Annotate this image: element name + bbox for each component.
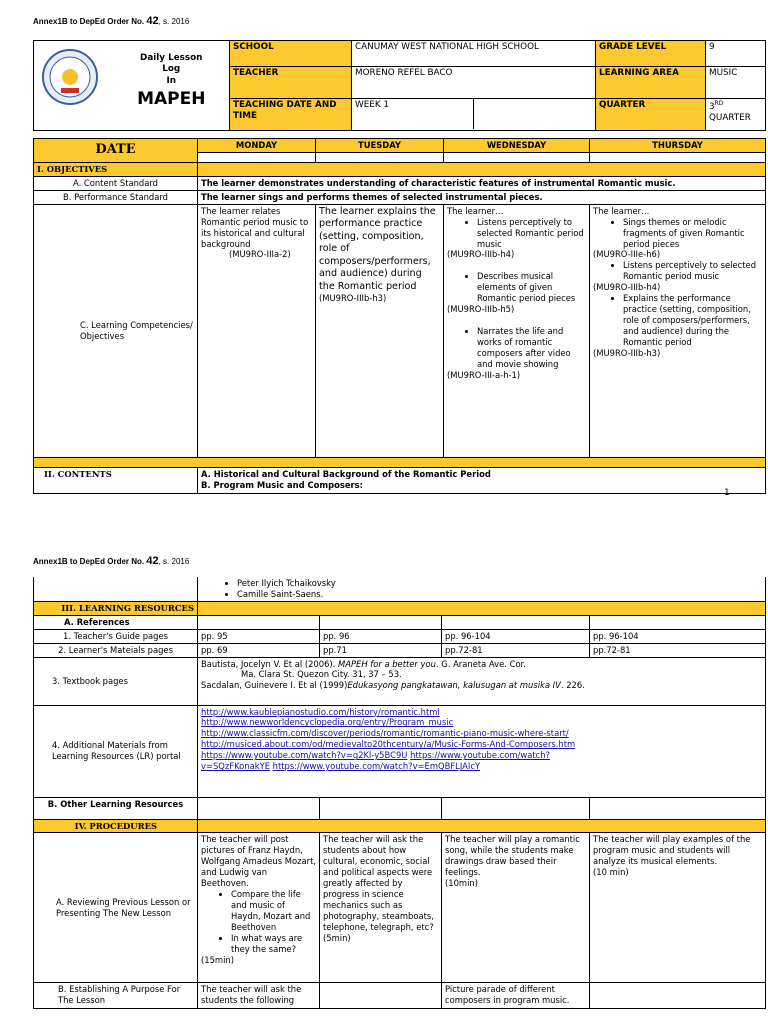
annex-label: Annex1B to DepEd Order No. 42, s. 2016 — [33, 15, 190, 27]
dll-title: Daily Lesson — [140, 53, 203, 63]
competencies-label: C. Learning Competencies/ Objectives — [34, 204, 198, 457]
learners-materials-label: 2. Learner's Mateials pages — [34, 643, 198, 657]
resource-link[interactable]: https://www.youtube.com/watch?v=EmQBFLJAIcY — [272, 761, 481, 772]
quarter-label: QUARTER — [596, 99, 706, 131]
header-table: Daily Lesson Log In MAPEH SCHOOL CANUMAY WEST NATIONAL HIGH SCHOOL GRADE LEVEL 9 TEACHER MORENO REFEL BACO LEARNING AREA MUSIC TEACHING DATE AND TIME WEEK 1 QUARTER 3RD QUARTER — [33, 40, 766, 131]
resources-table: • Peter Ilyich Tchaikovsky • Camille Saint-Saens. III. LEARNING RESOURCES A. References 1. Teacher's Guide pages pp. 95 pp. 96 pp. 96-104 pp. 96-104 2. Learner's Mateials pages pp. 69 pp.71 pp.72-81 pp.72-81 3. Textbook pages Bautista, Jocelyn V. Et al (2006). MAPEH for a better you. G. Araneta Ave. Cor. Ma. Clara St. Quezon City. 31, 37 – 53. Sacdalan, Guinevere I. Et al (1999)Edukasyong pangkatawan, kalusugan at musika IV. 226. 4. Additional Materials from Learning Resources (LR) portal http://www.kaublepianostudio.com/history/romantic.html http://www.newworldencyclopedia.org/entry/Program_music http://www.classicfm.com/discover/periods/romantic/romantic-piano-music-where-start/ http://musiced.about.com/od/medievalto20thcentury/a/Music-Forms-And-Composers.htm https://www.youtube.com/watch?v=g2Kl-y5BC9U https://www.youtube.com/watch? v=SQzFKonakYE https://www.youtube.com/watch?v=EmQBFLJAIcY B. Other Learning Resources IV. PROCEDURES A. Reviewing Previous Lesson or Presenting The New Lesson The teacher will post pictures of Franz Haydn, Wolfgang Amadeus Mozart, and Ludwig van Beethoven. • Compare the life and music of Haydn, Mozart and Beethoven • In what ways are they the same? (15min) The teacher will ask the students about how cultural, economic, social and political aspects were greatly affected by progress in science mechanics such as photography, steamboats, telephone, telegraph, etc? (5min) The teacher will play a romantic song, while the students make drawings draw based their feelings. (10min) The teacher will play examples of the program music and students will analyze its musical elements. (10 min) B. Establishing A Purpose For The Lesson The teacher will ask the students the following Picture parade of different composers in program music. — [33, 577, 766, 1009]
grade-label: GRADE LEVEL — [596, 41, 706, 67]
purpose-label: B. Establishing A Purpose For The Lesson — [34, 983, 198, 1009]
wednesday-review: The teacher will play a romantic song, while the students make drawings draw based their feelings. (10min) — [442, 833, 590, 983]
objectives-title: I. OBJECTIVES — [34, 163, 198, 177]
wednesday-header: WEDNESDAY — [444, 139, 590, 153]
thursday-competency: The learner… • Sings themes or melodic fragments of given Romantic period pieces (MU9RO-IIIe-h6) • Listens perceptively to selected Romantic period music (MU9RO-IIIb-h4) • Explains the performance practice (setting, composition, role of composers/performers, and audience) during the Romantic period (MU9RO-IIIb-h3) — [590, 204, 766, 457]
additional-materials-label: 4. Additional Materials from Learning Resources (LR) portal — [34, 705, 198, 797]
other-resources-label: B. Other Learning Resources — [34, 797, 198, 819]
date-header: DATE — [34, 139, 198, 163]
school-value: CANUMAY WEST NATIONAL HIGH SCHOOL — [352, 41, 596, 67]
content-b: B. Program Music and Composers: — [201, 479, 363, 490]
composer-item: • Peter Ilyich Tchaikovsky — [237, 578, 762, 589]
content-standard-label: A. Content Standard — [34, 176, 198, 190]
week-value: WEEK 1 — [352, 99, 474, 129]
teacher-value: MORENO REFEL BACO — [352, 67, 596, 99]
references-label: A. References — [34, 615, 198, 629]
subject-title: MAPEH — [137, 89, 206, 110]
content-standard: The learner demonstrates understanding of characteristic features of instrumental Romantic music. — [198, 176, 766, 190]
resource-link[interactable]: http://www.kaublepianostudio.com/history/romantic.html — [201, 706, 440, 717]
wednesday-competency: The learner… • Listens perceptively to selected Romantic period music (MU9RO-IIIb-h4) • Describes musical elements of given Romantic period pieces (MU9RO-IIIb-h5) • Narrates the life and works of romantic composers after video and movie showing (MU9RO-III-a-h-1) — [444, 204, 590, 457]
school-label: SCHOOL — [230, 41, 352, 67]
additional-links — [198, 705, 766, 797]
tuesday-competency: The learner explains the performance practice (setting, composition, role of composers/performers, and audience) during the Romantic period (MU9RO-IIIb-h3) — [316, 204, 444, 457]
contents-title: II. CONTENTS — [34, 467, 198, 493]
logo-cell — [34, 41, 114, 131]
resource-link[interactable]: http://www.newworldencyclopedia.org/entry/Program_music — [201, 717, 454, 728]
deped-seal-icon — [41, 48, 99, 106]
annex-label-2: Annex1B to DepEd Order No. 42, s. 2016 — [33, 555, 190, 567]
resource-link[interactable]: http://www.classicfm.com/discover/periods/romantic/romantic-piano-music-where-start/ — [201, 728, 569, 739]
area-label: LEARNING AREA — [596, 67, 706, 99]
performance-standard-label: B. Performance Standard — [34, 190, 198, 204]
page-number-1: 1 — [724, 488, 730, 498]
tuesday-review: The teacher will ask the students about how cultural, economic, social and political aspects were greatly affected by progress in science mechanics such as photography, steamboats, telephone, telegraph, etc? (5min) — [320, 833, 442, 983]
grade-value: 9 — [706, 41, 766, 67]
monday-competency: The learner relates Romantic period music to its historical and cultural background (MU9RO-IIIa-2) — [198, 204, 316, 457]
resources-title: III. LEARNING RESOURCES — [34, 601, 198, 615]
area-value: MUSIC — [706, 67, 766, 99]
teachers-guide-label: 1. Teacher's Guide pages — [34, 629, 198, 643]
tuesday-header: TUESDAY — [316, 139, 444, 153]
monday-purpose: The teacher will ask the students the following — [198, 983, 320, 1009]
resource-link[interactable]: http://musiced.about.com/od/medievalto20thcentury/a/Music-Forms-And-Composers.htm — [201, 739, 576, 750]
resource-link[interactable]: v=SQzFKonakYE — [201, 761, 270, 772]
textbook-refs: Bautista, Jocelyn V. Et al (2006). MAPEH for a better you. G. Araneta Ave. Cor. Ma. Clara St. Quezon City. 31, 37 – 53. Sacdalan, Guinevere I. Et al (1999)Edukasyong pangkatawan, kalusugan at musika IV. 226. — [198, 657, 766, 705]
performance-standard: The learner sings and performs themes of selected instrumental pieces. — [198, 190, 766, 204]
monday-review: The teacher will post pictures of Franz Haydn, Wolfgang Amadeus Mozart, and Ludwig van Beethoven. • Compare the life and music of Haydn, Mozart and Beethoven • In what ways are they the same? (15min) — [198, 833, 320, 983]
thursday-header: THURSDAY — [590, 139, 766, 153]
content-a: A. Historical and Cultural Background of the Romantic Period — [201, 468, 491, 479]
objectives-table — [33, 138, 766, 494]
textbook-label: 3. Textbook pages — [34, 657, 198, 705]
reviewing-label: A. Reviewing Previous Lesson or Presenting The New Lesson — [34, 833, 198, 983]
composer-item: • Camille Saint-Saens. — [237, 589, 762, 600]
teacher-label: TEACHER — [230, 67, 352, 99]
wednesday-purpose: Picture parade of different composers in program music. — [442, 983, 590, 1009]
resource-link[interactable]: https://www.youtube.com/watch?v=g2Kl-y5BC9U — [201, 750, 408, 761]
thursday-review: The teacher will play examples of the program music and students will analyze its musical elements. (10 min) — [590, 833, 766, 983]
monday-header: MONDAY — [198, 139, 316, 153]
quarter-value: 3RD QUARTER — [706, 99, 766, 131]
resource-link[interactable]: https://www.youtube.com/watch? — [410, 750, 550, 761]
procedures-title: IV. PROCEDURES — [34, 819, 198, 833]
date-label: TEACHING DATE AND TIME — [230, 99, 352, 131]
